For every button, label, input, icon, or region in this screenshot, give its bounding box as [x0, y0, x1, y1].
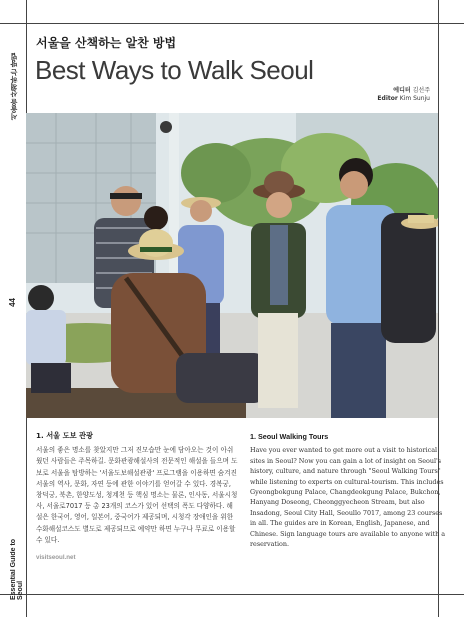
walking-tour-photo [26, 113, 438, 418]
side-magazine-label: Essential Guide to Seoul [10, 538, 24, 600]
english-article [250, 430, 448, 549]
korean-title: 서울을 산책하는 알찬 방법 [36, 36, 177, 50]
english-title: Best Ways to Walk Seoul [35, 55, 314, 85]
page-number: 44 [8, 298, 17, 307]
korean-section-heading: 1. 서울 도보 관광 [36, 431, 93, 440]
editor-name-english: Kim Sunju [399, 95, 430, 102]
walking-tour-illustration [26, 113, 438, 418]
bottom-border-line [0, 594, 464, 595]
editor-label-korean: 에디터 [393, 87, 411, 94]
korean-article [36, 430, 238, 563]
top-border-line [0, 23, 464, 24]
website-link[interactable]: visitseoul.net [36, 554, 76, 562]
side-section-label: 서울을 산책하는 방법 [11, 53, 18, 120]
korean-section-body: 서울의 좋은 명소를 찾았지만 그저 진모습만 눈에 담아오는 것이 아쉬웠던 사람들은 주목하길. 문화관광해설사의 전문적인 해설을 들으며 도보로 서울을 탐방하는 '서울도보해설관광' 프로그램을 이용하면 숨겨진 서울의 역사, 문화, 자연 등에 관한 이야기를 얻어갈 수 있다. 경복궁, 창덕궁, 북촌, 한양도성, 청계천 등 핵심 명소는 물론, 인사동, 서울시청사, 서울로7017 등 총 23개의 코스가 있어 선택의 폭도 다양하다. 해설은 한국어, 영어, 일본어, 중국어가 제공되며, 시청각 장애인을 위한 수화해설코스도 별도로 제공되므로 예약만 하면 누구나 무료로 이용할 수 있다. [36, 446, 238, 544]
editor-credit-english [377, 95, 430, 102]
english-section-heading: 1. Seoul Walking Tours [250, 432, 329, 441]
editor-label-english: Editor [377, 95, 398, 102]
editor-name-korean: 김선주 [412, 87, 430, 94]
editor-credit-korean [393, 85, 430, 94]
english-section-body: Have you ever wanted to get more out a visit to historical sites in Seoul? Now you can gain a lot of insight on Seoul's history, culture, and nature through "Seoul Walking Tours" while listening to experts on cultural-tourism. This includes Gyeongbokgung Palace, Changdeokgung Palace, Bukchon, Hanyang Doseong, Cheonggyecheon Stream, but also Insadong, Seoul City Hall, Seoullo 7017, among 23 courses in all. The guides are in Korean, English, Japanese, and Chinese. Sign language tours are available to anyone with a reservation. [250, 446, 446, 549]
